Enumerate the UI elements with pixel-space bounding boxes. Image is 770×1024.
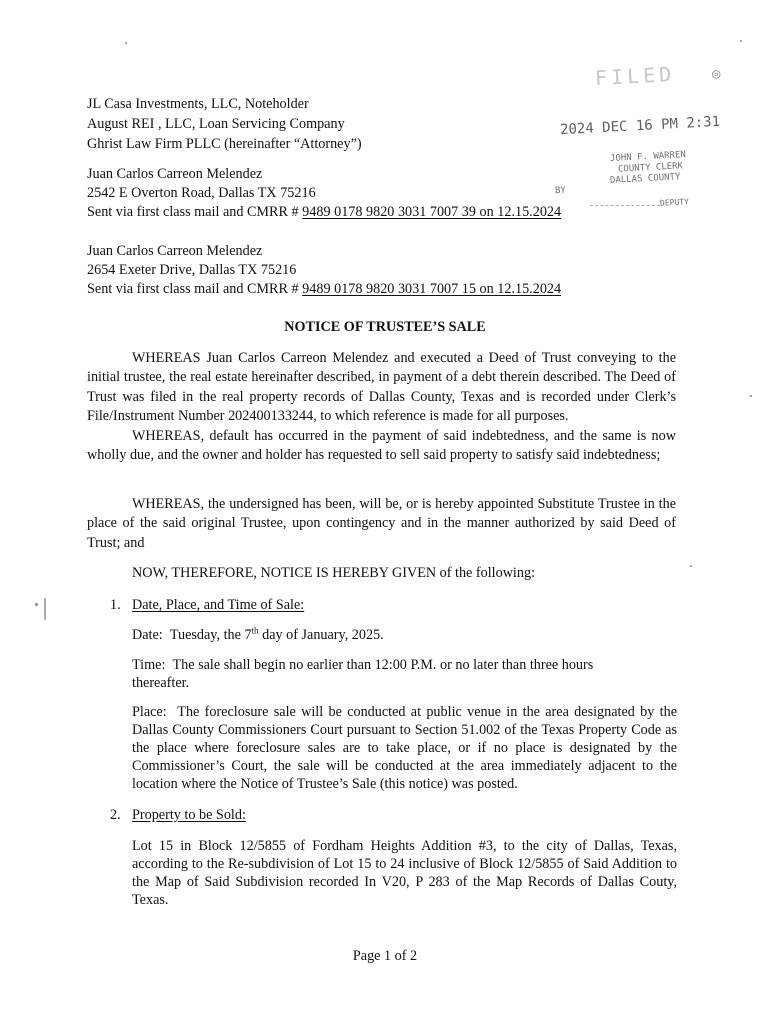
attorney-line: Ghrist Law Firm PLLC (hereinafter “Attorney”) bbox=[87, 136, 362, 152]
whereas-paragraph-2: WHEREAS, default has occurred in the payment of said indebtedness, and the same is now wholly due, and the owner and holder has requested to sell said property to satisfy said indebtedness; bbox=[87, 428, 676, 464]
section1-heading-text: Date, Place, and Time of Sale: bbox=[132, 597, 305, 613]
recipient1-sent-line bbox=[87, 204, 561, 221]
sale-date-post: day of January, 2025. bbox=[258, 627, 384, 643]
scan-speck bbox=[44, 598, 46, 620]
whereas-paragraph-1: WHEREAS Juan Carlos Carreon Melendez and executed a Deed of Trust conveying to the initial trustee, the real estate hereinafter described, in payment of a debt therein described. The Deed of Trust was filed in the real property records of Dallas County, Texas and is recorded under Clerk’s File/Instrument Number 202400133244, to which reference is made for all purposes. bbox=[87, 350, 676, 424]
scan-speck bbox=[750, 395, 752, 397]
stamp-deputy-line bbox=[590, 205, 660, 206]
stamp-clerk-title: COUNTY CLERK bbox=[617, 161, 684, 175]
recipient1-tracking: 9489 0178 9820 3031 7007 39 on 12.15.2024 bbox=[302, 204, 562, 220]
stamp-by: BY bbox=[554, 185, 567, 197]
loan-servicer-line: August REI , LLC, Loan Servicing Company bbox=[87, 116, 345, 132]
page-number: Page 1 of 2 bbox=[352, 948, 418, 964]
section2-heading-text: Property to be Sold: bbox=[132, 807, 246, 823]
sale-time-line bbox=[132, 656, 632, 692]
sale-time-label: Time: bbox=[132, 657, 166, 673]
scan-speck bbox=[125, 42, 127, 44]
whereas-paragraph-3: WHEREAS, the undersigned has been, will be, or is hereby appointed Substitute Trustee in the place of the said original Trustee, upon contingency and in the manner authorized by said Deed of Trust; and bbox=[87, 496, 676, 551]
sale-date-pre: Tuesday, the 7 bbox=[169, 627, 252, 643]
recipient2-sent-line bbox=[87, 281, 561, 298]
scan-speck bbox=[35, 603, 38, 606]
sale-date-sup: th bbox=[251, 625, 259, 636]
stamp-filed: FILED bbox=[594, 61, 676, 91]
recipient2-address: 2654 Exeter Drive, Dallas TX 75216 bbox=[87, 262, 297, 278]
now-therefore-line: NOW, THEREFORE, NOTICE IS HEREBY GIVEN of the following: bbox=[132, 565, 536, 581]
recipient2-name: Juan Carlos Carreon Melendez bbox=[87, 243, 263, 259]
section1-number: 1. bbox=[110, 597, 121, 613]
recipient2-sent-prefix: Sent via first class mail and CMRR # bbox=[87, 281, 303, 297]
sale-time-text: The sale shall begin no earlier than 12:00 P.M. or no later than three hours thereafter. bbox=[132, 657, 594, 691]
sale-date-line bbox=[132, 627, 384, 644]
section1-heading bbox=[132, 597, 304, 614]
stamp-seal-icon: ◎ bbox=[711, 65, 721, 83]
stamp-date: 2024 DEC 16 PM 2:31 bbox=[559, 113, 721, 139]
sale-place-text: The foreclosure sale will be conducted at public venue in the area designated by the Dallas County Commissioners Court pursuant to Section 51.002 of the Texas Property Code as the place where foreclosure sales are to take place, or if no place is designated by the Commissioner’s Court, the sale will be conducted at the area immediately adjacent to the location where the Notice of Trustee’s Sale (this notice) was posted. bbox=[132, 704, 677, 792]
recipient1-address: 2542 E Overton Road, Dallas TX 75216 bbox=[87, 185, 316, 201]
property-description: Lot 15 in Block 12/5855 of Fordham Heights Addition #3, to the city of Dallas, Texas, according to the Re-subdivision of Lot 15 to 24 inclusive of Block 12/5855 of Said Addition to the Map of Said Subdivision recorded In V20, P 283 of the Map Records of Dallas Couty, Texas. bbox=[132, 838, 677, 908]
stamp-clerk-name: JOHN F. WARREN bbox=[609, 150, 687, 164]
recipient2-tracking: 9489 0178 9820 3031 7007 15 on 12.15.2024 bbox=[302, 281, 562, 297]
scan-speck bbox=[740, 40, 742, 42]
recipient1-sent-prefix: Sent via first class mail and CMRR # bbox=[87, 204, 303, 220]
section2-number: 2. bbox=[110, 807, 121, 823]
sale-place-paragraph bbox=[132, 703, 677, 793]
sale-date-label: Date: bbox=[132, 627, 163, 643]
noteholder-line: JL Casa Investments, LLC, Noteholder bbox=[87, 96, 309, 112]
stamp-deputy: DEPUTY bbox=[659, 197, 690, 208]
recipient1-name: Juan Carlos Carreon Melendez bbox=[87, 166, 263, 182]
sale-place-label: Place: bbox=[132, 704, 167, 720]
notice-title: NOTICE OF TRUSTEE’S SALE bbox=[284, 319, 486, 335]
stamp-county: DALLAS COUNTY bbox=[609, 172, 681, 186]
section2-heading bbox=[132, 807, 246, 824]
scan-speck bbox=[690, 565, 692, 567]
